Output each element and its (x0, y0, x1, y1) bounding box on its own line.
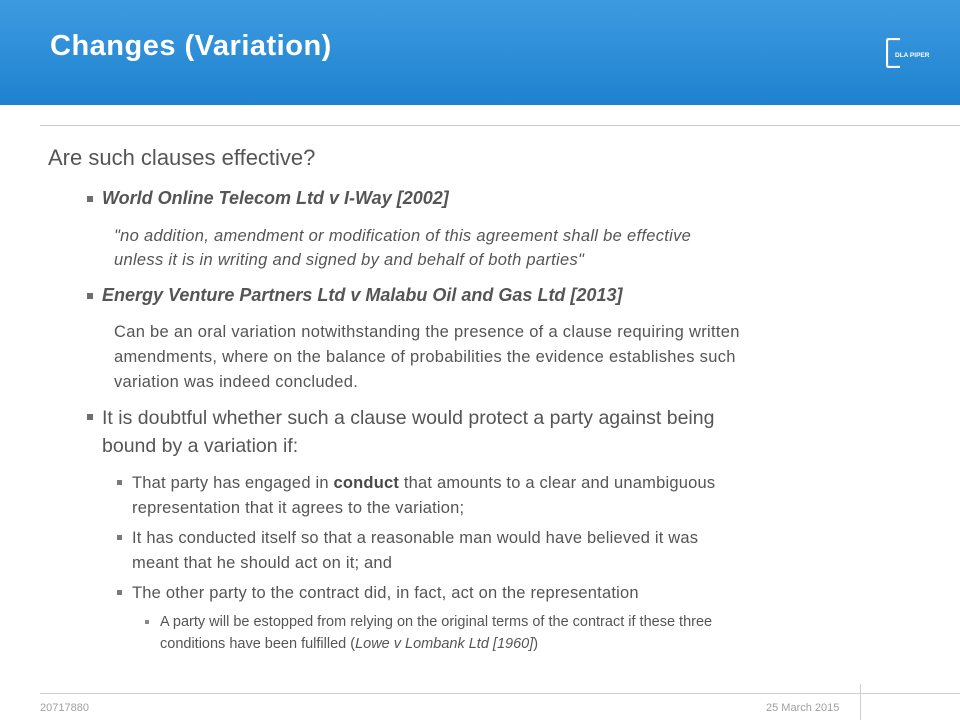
doubt-statement-line: It is doubtful whether such a clause would protect a party against being (102, 407, 715, 429)
slide-title: Changes (Variation) (50, 30, 332, 62)
square-bullet-icon (87, 196, 93, 202)
condition-item-cont: representation that it agrees to the variation; (132, 499, 465, 517)
condition-item: The other party to the contract did, in fact, act on the representation (132, 584, 639, 602)
square-bullet-icon (117, 590, 122, 595)
quote-line: unless it is in writing and signed by and behalf of both parties" (114, 251, 585, 269)
square-bullet-icon (87, 293, 93, 299)
case-summary-line: variation was indeed concluded. (114, 373, 359, 391)
footer-date: 25 March 2015 (766, 702, 840, 714)
case-summary-line: amendments, where on the balance of probabilities the evidence establishes such (114, 348, 736, 366)
case-summary-line: Can be an oral variation notwithstanding the presence of a clause requiring written (114, 323, 740, 341)
quote-line: "no addition, amendment or modification of this agreement shall be effective (114, 227, 692, 245)
square-bullet-icon (87, 414, 93, 420)
document-id: 20717880 (40, 702, 89, 714)
case-title-energy-venture: Energy Venture Partners Ltd v Malabu Oil and Gas Ltd [2013] (102, 285, 623, 305)
condition-item: It has conducted itself so that a reasonable man would have believed it was (132, 529, 699, 547)
case-title-world-online: World Online Telecom Ltd v I-Way [2002] (102, 188, 449, 208)
condition-item: That party has engaged in conduct that amounts to a clear and unambiguous (132, 474, 716, 492)
estoppel-note-line: A party will be estopped from relying on the original terms of the contract if these three (160, 614, 713, 630)
square-bullet-icon (145, 620, 149, 624)
doubt-statement-line: bound by a variation if: (102, 435, 299, 457)
square-bullet-icon (117, 535, 122, 540)
bottom-divider (40, 693, 960, 694)
svg-text:DLA PIPER: DLA PIPER (895, 52, 930, 59)
estoppel-note-line: conditions have been fulfilled (Lowe v Lombank Ltd [1960]) (160, 636, 539, 652)
condition-item-cont: meant that he should act on it; and (132, 554, 393, 572)
square-bullet-icon (117, 480, 122, 485)
footer-separator (860, 684, 861, 720)
section-heading: Are such clauses effective? (48, 145, 316, 170)
